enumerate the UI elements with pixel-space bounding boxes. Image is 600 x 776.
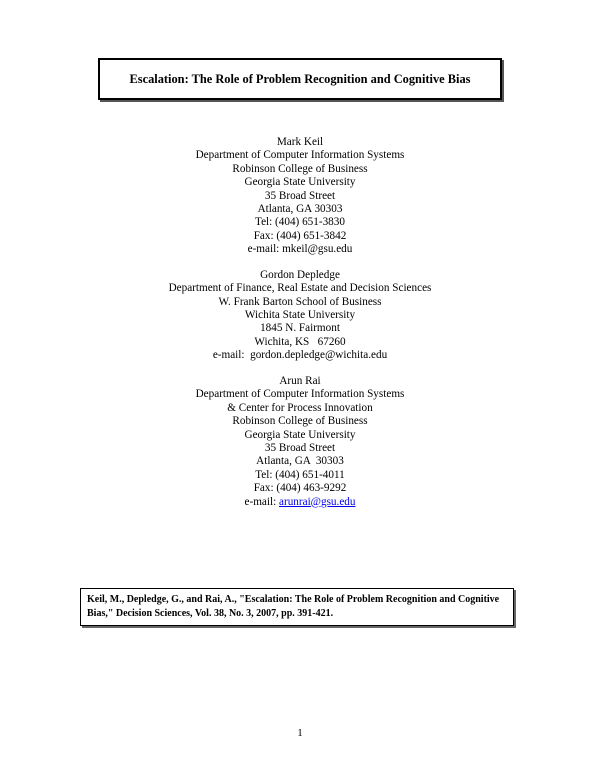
affiliation-line: & Center for Process Innovation [227,401,373,414]
affiliation-line: Robinson College of Business [232,162,368,175]
email-line [0,243,600,256]
citation-text: Keil, M., Depledge, G., and Rai, A., "Escalation: The Role of Problem Recognition and Cognitive Bias," Decision Sciences, Vol. 38, No. 3, 2007, pp. 391-421. [87,594,500,619]
author-name: Mark Keil [276,136,324,148]
address-line: Atlanta, GA 30303 [257,203,343,216]
title-box [98,58,502,100]
fax-line: Fax: (404) 463-9292 [253,482,347,495]
affiliation-line: Department of Finance, Real Estate and Decision Sciences [168,282,432,295]
email-line [0,496,600,509]
phone-line: Tel: (404) 651-4011 [255,468,345,481]
email-address: mkeil@gsu.edu [282,243,353,256]
author-name: Gordon Depledge [260,268,340,281]
affiliation-line: W. Frank Barton School of Business [218,295,382,308]
author-name: Arun Rai [279,374,321,387]
author-list [0,136,600,521]
author-block-depledge [0,269,600,363]
address-line: Wichita, KS 67260 [254,335,346,348]
affiliation-line: Department of Computer Information Systems [195,149,405,162]
address-line: 35 Broad Street [264,189,336,202]
citation-box [80,588,514,626]
affiliation-line: Robinson College of Business [232,415,368,428]
fax-line: Fax: (404) 651-3842 [253,229,347,242]
email-link[interactable]: arunrai@gsu.edu [279,495,356,508]
address-line: Atlanta, GA 30303 [256,455,344,468]
affiliation-line: Wichita State University [244,309,356,322]
email-label: e-mail: [244,495,279,508]
email-line [0,349,600,362]
affiliation-line: Georgia State University [244,428,356,441]
author-block-rai [0,375,600,509]
paper-title: Escalation: The Role of Problem Recognition and Cognitive Bias [129,71,471,86]
address-line: 1845 N. Fairmont [260,322,340,335]
affiliation-line: Georgia State University [244,176,356,189]
email-address: gordon.depledge@wichita.edu [250,349,388,362]
email-label: e-mail: [247,243,283,256]
affiliation-line: Department of Computer Information Systems [195,388,405,401]
page-number: 1 [297,727,303,739]
address-line: 35 Broad Street [264,441,336,454]
email-label: e-mail: [212,349,251,362]
author-block-keil [0,136,600,257]
phone-line: Tel: (404) 651-3830 [255,216,345,229]
